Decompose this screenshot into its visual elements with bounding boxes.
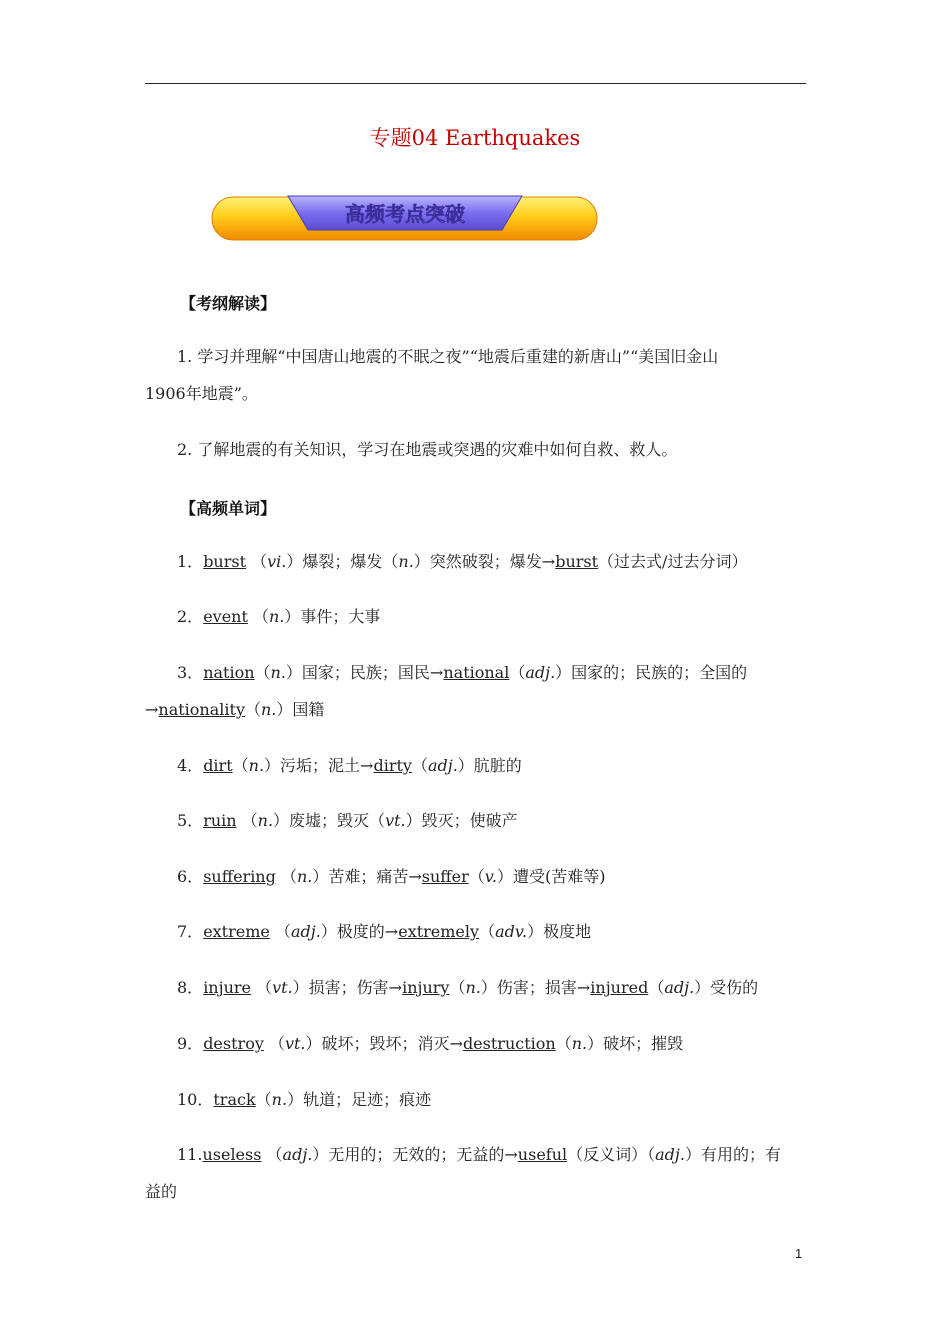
text: ）伤害；损害→ [480, 978, 591, 997]
text: （ [232, 756, 249, 775]
part-of-speech: vi. [267, 552, 287, 571]
item-number: 11. [177, 1145, 203, 1164]
vocab-word: dirt [203, 756, 233, 775]
text: （ [244, 700, 261, 719]
item-number: 3． [177, 663, 204, 682]
syllabus-item-1 [145, 338, 807, 412]
text: （ [247, 607, 269, 626]
banner-graphic [210, 192, 600, 244]
vocab-word: injure [203, 978, 251, 997]
part-of-speech: vt. [272, 978, 293, 997]
banner-label: 高频考点突破 [345, 202, 465, 226]
vocab-word-derived: national [443, 663, 510, 682]
vocab-word: nation [203, 663, 255, 682]
vocab-word-derived: useful [517, 1145, 568, 1164]
text: ）无用的；无效的；无益的→ [312, 1145, 518, 1164]
part-of-speech: n. [296, 867, 313, 886]
text: ）突然破裂；爆发→ [413, 552, 556, 571]
item-number: 2． [177, 607, 204, 626]
text: 益的 [145, 1182, 178, 1201]
vocab-item-1 [145, 543, 807, 580]
text: ）事件；大事 [284, 607, 381, 626]
text: （ [246, 552, 268, 571]
vocab-word: extreme [203, 922, 270, 941]
part-of-speech: adj. [427, 756, 458, 775]
vocab-word: destroy [203, 1034, 264, 1053]
vocab-word: useless [202, 1145, 262, 1164]
text: （ [449, 978, 466, 997]
vocab-word-derived: burst [555, 552, 599, 571]
text: ）受伤的 [694, 978, 759, 997]
item-number: 9． [177, 1034, 204, 1053]
part-of-speech: n. [571, 1034, 588, 1053]
part-of-speech: v. [484, 867, 498, 886]
text: （ [479, 922, 496, 941]
page-title: 专题04 Earthquakes [369, 126, 581, 150]
text: ）爆裂；爆发（ [286, 552, 399, 571]
text: （ [509, 663, 526, 682]
text: ）国家的；民族的；全国的 [555, 663, 748, 682]
part-of-speech: n. [269, 607, 285, 626]
item-number: 6． [177, 867, 204, 886]
vocab-word: event [203, 607, 248, 626]
text: （ [275, 867, 297, 886]
text: ）破坏；毁坏；消灭→ [305, 1034, 463, 1053]
text: （反义词）（ [567, 1145, 656, 1164]
item-number: 1． [177, 552, 204, 571]
text: ）国籍 [276, 700, 325, 719]
item-number: 8． [177, 978, 204, 997]
vocab-word: track [213, 1090, 256, 1109]
part-of-speech: n. [261, 700, 277, 719]
vocab-word: suffering [203, 867, 276, 886]
text: ）苦难；痛苦→ [312, 867, 422, 886]
text: （ [254, 663, 271, 682]
section-banner [210, 192, 600, 248]
text: （ [251, 978, 273, 997]
vocab-word-derived: suffer [421, 867, 469, 886]
part-of-speech: adj. [664, 978, 695, 997]
part-of-speech: n. [257, 811, 274, 830]
vocab-word: ruin [203, 811, 237, 830]
vocab-item-7 [145, 913, 807, 950]
arrow-icon: → [145, 700, 159, 719]
vocab-item-8 [145, 969, 807, 1006]
part-of-speech: vt. [385, 811, 406, 830]
text: （ [468, 867, 485, 886]
text: ）国家；民族；国民→ [285, 663, 444, 682]
text: ）有用的；有 [684, 1145, 781, 1164]
vocab-item-6 [145, 858, 807, 895]
text: ）污垢；泥土→ [264, 756, 374, 775]
text: ）轨道；足迹；痕迹 [287, 1090, 432, 1109]
text: （ [261, 1145, 283, 1164]
page-number: 1 [795, 1246, 803, 1261]
vocab-item-10 [145, 1081, 807, 1118]
part-of-speech: n. [271, 1090, 288, 1109]
text: （ [411, 756, 428, 775]
vocab-word-derived: destruction [462, 1034, 556, 1053]
part-of-speech: n. [270, 663, 286, 682]
syllabus-item-1-line-2: 1906年地震”。 [145, 384, 258, 403]
section-heading-vocabulary: 【高频单词】 [180, 499, 277, 518]
text: ）损害；伤害→ [292, 978, 403, 997]
text: ）极度的→ [320, 922, 399, 941]
item-number: 4． [177, 756, 204, 775]
part-of-speech: n. [248, 756, 265, 775]
text: （ [269, 922, 291, 941]
vocab-word: burst [203, 552, 247, 571]
text: （过去式/过去分词） [598, 552, 748, 571]
part-of-speech: n. [398, 552, 414, 571]
vocab-item-4 [145, 747, 807, 784]
text: ）肮脏的 [457, 756, 522, 775]
vocab-word-derived: extremely [398, 922, 480, 941]
text: ）破坏；摧毁 [587, 1034, 684, 1053]
text: ）毁灭；使破产 [405, 811, 518, 830]
text: ）极度地 [527, 922, 592, 941]
syllabus-item-1-line-1: 1. 学习并理解“中国唐山地震的不眠之夜”“地震后重建的新唐山”“美国旧金山 [177, 347, 719, 366]
item-number: 5． [177, 811, 204, 830]
vocab-word-derived: nationality [158, 700, 245, 719]
syllabus-item-2-text: 2. 了解地震的有关知识，学习在地震或突遇的灾难中如何自救、救人。 [177, 440, 678, 459]
header-rule [145, 83, 806, 84]
text: （ [263, 1034, 285, 1053]
vocab-word-derived: injured [590, 978, 649, 997]
item-number: 10． [177, 1090, 214, 1109]
part-of-speech: adj. [290, 922, 321, 941]
vocab-item-2 [145, 598, 807, 635]
part-of-speech: adv. [495, 922, 528, 941]
vocab-item-3 [145, 654, 807, 728]
vocab-word-derived: dirty [373, 756, 412, 775]
text: （ [555, 1034, 572, 1053]
part-of-speech: n. [465, 978, 481, 997]
vocab-item-9 [145, 1025, 807, 1062]
vocab-word-derived: injury [402, 978, 450, 997]
part-of-speech: adj. [655, 1145, 685, 1164]
text: （ [255, 1090, 272, 1109]
text: ）废墟；毁灭（ [273, 811, 386, 830]
vocab-item-11 [145, 1136, 807, 1210]
part-of-speech: vt. [284, 1034, 306, 1053]
text: ）遭受(苦难等) [497, 867, 606, 886]
section-heading-syllabus: 【考纲解读】 [180, 294, 277, 313]
part-of-speech: adj. [525, 663, 556, 682]
vocab-item-5 [145, 802, 807, 839]
part-of-speech: adj. [282, 1145, 313, 1164]
text: （ [648, 978, 665, 997]
item-number: 7． [177, 922, 204, 941]
syllabus-item-2 [145, 431, 807, 468]
text: （ [236, 811, 258, 830]
